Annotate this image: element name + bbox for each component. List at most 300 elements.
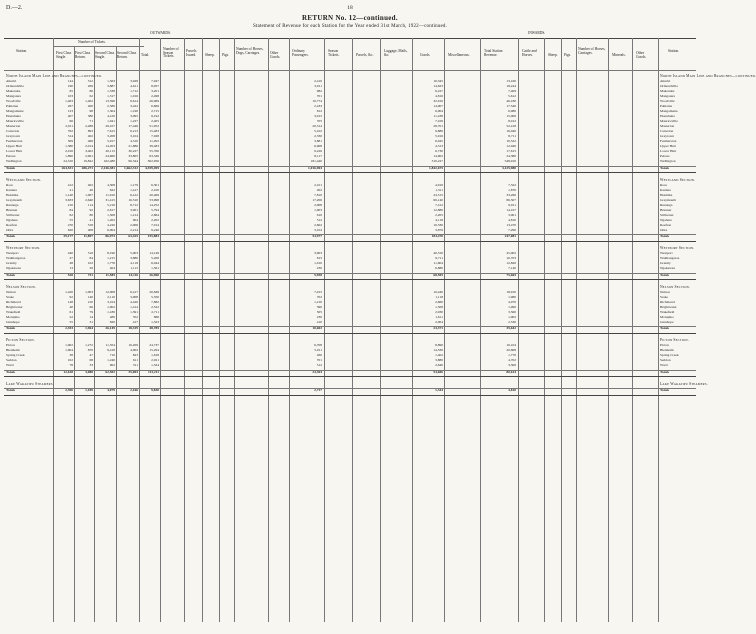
cell-rev_tot: 7,409: [508, 89, 516, 93]
cell-fr: 41: [89, 217, 93, 222]
station-name: Ahuriri: [6, 79, 17, 83]
cell-rev: 1,016,904: [308, 165, 322, 170]
table-row: [0, 311, 700, 315]
station-name: Blenheim: [660, 348, 674, 352]
cell-rev_tot: 17,615: [506, 149, 516, 153]
station-name: Westport: [660, 251, 673, 255]
station-name: Kaniere: [660, 187, 672, 192]
cell-ss: 5,216: [107, 202, 115, 207]
cell-ss: 480: [109, 314, 115, 319]
cell-rev: 2,183: [314, 104, 322, 108]
table-row: [0, 160, 700, 164]
station-name: Stoke: [6, 294, 14, 299]
cell-fr: 893: [87, 129, 93, 133]
cell-rev_tot: 33,260: [506, 192, 516, 197]
cell-rev_tot: 1,770: [508, 353, 516, 357]
cell-fr: 2,014: [85, 144, 93, 148]
cell-rev: 3,903: [314, 251, 322, 255]
cell-fr: 98: [89, 109, 93, 113]
cell-sr: 18,319: [128, 326, 138, 330]
cell-ss: 2,146,381: [101, 165, 115, 170]
cell-tot: 3,201: [151, 89, 159, 93]
cell-goods: 11,438: [433, 114, 443, 118]
cell-goods: 7,106: [435, 119, 443, 123]
cell-fr: 1,272: [85, 343, 93, 347]
cell-sr: 4,310: [130, 139, 138, 143]
cell-rev_tot: 4,070: [508, 299, 516, 304]
station-name: Seddon: [6, 358, 17, 362]
total-rule: [4, 172, 696, 173]
cell-tot: 2,202: [151, 217, 159, 222]
cell-fs: 1,140: [65, 192, 73, 197]
cell-rev_tot: 2,530: [508, 319, 516, 324]
col-sheep: Sheep.: [205, 53, 215, 57]
cell-goods: 1,311: [435, 187, 443, 192]
cell-fs: 2,396: [65, 388, 73, 392]
cell-rev_tot: 86,507: [506, 197, 516, 202]
cell-rev: 2,330: [314, 134, 322, 138]
cell-sr: 2,166: [130, 388, 138, 392]
cell-goods: 6,004: [435, 109, 443, 113]
cell-goods: 1,508: [435, 304, 443, 309]
col-season-tickets: Season Tickets.: [328, 49, 340, 57]
cell-sr: 6,213: [130, 129, 138, 133]
station-name: Totals: [660, 272, 670, 277]
cell-ss: 4,079: [107, 388, 115, 392]
station-name: Greytown: [6, 134, 20, 138]
cell-goods: 184,470: [431, 234, 443, 238]
cell-ss: 1,317: [107, 94, 115, 98]
cell-rev_tot: 24,380: [506, 154, 516, 158]
table-row: [0, 252, 700, 256]
cell-goods: 12,880: [433, 207, 443, 212]
cell-tot: 55,760: [149, 149, 159, 153]
cell-rev_tot: 35,642: [506, 326, 516, 330]
station-name: Mauriceville: [660, 119, 678, 123]
cell-goods: 5,916: [435, 134, 443, 138]
cell-fs: 3,633: [65, 197, 73, 202]
cell-sr: 9,614: [130, 99, 138, 103]
cell-goods: 9,711: [435, 256, 443, 260]
cell-ss: 404: [109, 266, 115, 270]
cell-fs: 24,310: [63, 159, 73, 163]
col-station: Station.: [16, 49, 28, 53]
col-ticket-group: Number of Tickets.: [78, 40, 106, 44]
station-name: Nelson: [660, 289, 670, 294]
cell-sr: 6,417: [130, 289, 138, 294]
cell-tot: 113,211: [148, 369, 159, 374]
cell-rev_tot: 10,703: [506, 256, 516, 260]
cell-rev_tot: 52,418: [506, 124, 516, 128]
cell-sr: 1,016: [130, 94, 138, 98]
cell-tot: 1,324: [151, 363, 159, 367]
station-name: Mangatera: [660, 94, 675, 98]
cell-fr: 86: [89, 89, 93, 93]
table-row: [0, 130, 700, 134]
cell-fs: 1,890: [65, 154, 73, 158]
cell-sr: 3,422: [130, 104, 138, 108]
col-horses: Number of Horses, Dogs, Carriages.: [236, 47, 264, 55]
cell-fr: 210: [87, 299, 93, 304]
station-name: Eketahuna: [6, 114, 21, 118]
cell-ss: 8,190: [107, 251, 115, 255]
cell-rev: 260: [316, 353, 322, 357]
station-name: Runanga: [6, 202, 19, 207]
total-rule: [4, 279, 696, 280]
cell-ss: 1,304: [107, 109, 115, 113]
cell-sr: 1,414: [130, 304, 138, 309]
cell-goods: 14,330: [433, 348, 443, 352]
cell-rev: 701: [316, 94, 322, 98]
cell-rev: 1,010: [314, 261, 322, 265]
cell-rev: 9,226: [314, 149, 322, 153]
cell-rev: 230: [316, 314, 322, 319]
cell-goods: 10,330: [433, 222, 443, 227]
station-name: Ross: [660, 182, 667, 187]
cell-rev: 181,440: [310, 159, 322, 163]
cell-goods: 40,310: [433, 251, 443, 255]
cell-rev_tot: 9,911: [508, 202, 516, 207]
cell-fr: 33: [89, 363, 93, 367]
cell-rev_tot: 13,470: [506, 222, 516, 227]
col-first-single: First Class Single.: [56, 51, 72, 59]
cell-rev: 705: [316, 119, 322, 123]
cell-fs: 1,902: [65, 343, 73, 347]
col-station-right: Station.: [668, 49, 680, 53]
cell-ss: 4,308: [107, 182, 115, 187]
cell-fr: 2,640: [85, 197, 93, 202]
cell-rev_tot: 15,006: [506, 114, 516, 118]
col-cattle-in: Cattle and Horses.: [522, 49, 537, 57]
station-name: Pahiatua: [660, 104, 673, 108]
cell-fs: 148: [67, 299, 73, 304]
station-name: Motupiko: [6, 314, 20, 319]
section-total-row: [0, 274, 700, 278]
cell-tot: 155,883: [147, 234, 159, 238]
cell-fr: 140: [87, 294, 93, 299]
cell-sr: 1,190: [130, 109, 138, 113]
cell-sr: 4,118: [130, 261, 138, 265]
cell-rev: 6,908: [314, 144, 322, 148]
cell-rev: 20,314: [312, 124, 322, 128]
col-ordinary-passengers: Ordinary Passengers.: [292, 49, 309, 57]
cell-tot: 26,960: [149, 272, 159, 277]
station-name: Ormondville: [6, 84, 24, 88]
cell-tot: 868: [153, 314, 159, 319]
cell-tot: 11,202: [149, 139, 159, 143]
cell-fr: 14: [89, 314, 93, 319]
cell-fs: 66: [69, 119, 73, 123]
cell-ss: 710: [109, 353, 115, 357]
station-name: Runanga: [660, 202, 673, 207]
col-sheep-in: Sheep.: [548, 53, 558, 57]
cell-rev_tot: 13,160: [506, 79, 516, 83]
table-row: [0, 80, 700, 84]
col-minerals: Minerals.: [612, 53, 626, 57]
cell-sr: 1,391: [130, 309, 138, 314]
outwards-label: OUTWARDS.: [150, 31, 171, 35]
cell-fr: 29: [89, 266, 93, 270]
cell-ss: 11,354: [105, 343, 115, 347]
cell-goods: 1,611: [435, 314, 443, 319]
inwards-label: INWARDS.: [528, 31, 546, 35]
cell-sr: 17,446: [128, 124, 138, 128]
cell-tot: 51,952: [149, 124, 159, 128]
cell-rev_tot: 17,540: [506, 104, 516, 108]
station-name: Wakefield: [660, 309, 675, 314]
cell-rev_tot: 20,608: [506, 348, 516, 352]
cell-tot: 53,998: [149, 197, 159, 202]
section-heading-right: Westland Section.: [660, 177, 696, 182]
table-row: [0, 224, 700, 228]
cell-tot: 5,350: [151, 294, 159, 299]
table-row: [0, 90, 700, 94]
station-name: Granity: [660, 261, 671, 265]
cell-goods: 8,890: [435, 343, 443, 347]
cell-fr: 380: [87, 114, 93, 118]
tickets-group-rule: [54, 46, 144, 47]
cell-rev_tot: 1,870: [508, 187, 516, 192]
cell-tot: 4,359,495: [145, 165, 159, 170]
cell-fr: 1,007: [85, 192, 93, 197]
cell-sr: 1,417: [130, 187, 138, 192]
cell-goods: 68,505: [433, 272, 443, 277]
cell-fr: 79: [89, 309, 93, 314]
cell-fs: 78: [69, 363, 73, 367]
table-row: [0, 209, 700, 213]
cell-goods: 66,140: [433, 197, 443, 202]
station-name: Stoke: [660, 294, 668, 299]
cell-sr: 1,214: [130, 212, 138, 217]
cell-rev: 230: [316, 266, 322, 270]
cell-ss: 1,041: [107, 119, 115, 123]
cell-fs: 55: [69, 217, 73, 222]
col-miscellaneous: Miscellaneous.: [448, 53, 470, 57]
col-other-goods: Other Goods.: [270, 51, 281, 59]
cell-fs: 470: [67, 222, 73, 227]
col-pigs-in: Pigs.: [564, 53, 572, 57]
cell-fs: 61: [69, 309, 73, 314]
cell-goods: 3,880: [435, 358, 443, 362]
cell-goods: 3,876: [435, 227, 443, 232]
station-name: Makotuku: [660, 89, 675, 93]
station-name: Totals: [6, 234, 16, 238]
cell-ss: 29,107: [105, 124, 115, 128]
cell-fs: 2,016: [65, 149, 73, 153]
section-total-row: [0, 327, 700, 331]
cell-rev_tot: 8,711: [508, 134, 516, 138]
cell-sr: 2,006: [130, 222, 138, 227]
cell-ss: 162,480: [103, 159, 115, 163]
cell-fs: 55: [69, 319, 73, 324]
col-horses-in: Number of Horses, Carriages.: [578, 47, 606, 55]
station-name: Pahiatua: [6, 104, 19, 108]
col-luggage: Luggage, Mails, &c.: [384, 49, 408, 57]
cell-fr: 71: [89, 119, 93, 123]
cell-fs: 762: [67, 129, 73, 133]
station-name: Lower Hutt: [660, 149, 677, 153]
cell-sr: 904: [132, 217, 138, 222]
station-name: Featherston: [6, 139, 23, 143]
cell-fr: 312: [87, 79, 93, 83]
cell-fs: 40: [69, 304, 73, 309]
cell-sr: 6,412: [130, 192, 138, 197]
section-total-row: [0, 389, 700, 393]
cell-sr: 1,227: [130, 119, 138, 123]
cell-sr: 1,662,312: [124, 165, 138, 170]
cell-sr: 1,712: [130, 89, 138, 93]
cell-rev_tot: 46,180: [506, 99, 516, 103]
cell-rev_tot: 3,306: [508, 363, 516, 367]
cell-rev: 982: [316, 89, 322, 93]
cell-sr: 21,886: [128, 144, 138, 148]
cell-rev_tot: 12,040: [506, 144, 516, 148]
cell-rev: 410: [316, 319, 322, 324]
cell-sr: 33,805: [128, 154, 138, 158]
cell-goods: 14,907: [433, 104, 443, 108]
table-row: [0, 105, 700, 109]
cell-tot: 7,947: [151, 79, 159, 83]
cell-tot: 14,149: [149, 251, 159, 255]
cell-fs: 84: [69, 207, 73, 212]
cell-fr: 269: [87, 84, 93, 88]
cell-fs: 12,618: [63, 369, 73, 374]
cell-sr: 4,611: [130, 84, 138, 88]
cell-rev_tot: 8,012: [508, 119, 516, 123]
cell-tot: 9,830: [151, 388, 159, 392]
cell-goods: 4,313: [435, 144, 443, 148]
cell-fr: 66: [89, 304, 93, 309]
cell-tot: 15,294: [149, 348, 159, 352]
cell-fr: 80: [89, 212, 93, 217]
station-name: Masterton: [660, 124, 675, 128]
cell-sr: 5,003: [130, 251, 138, 255]
table-row: [0, 306, 700, 310]
cell-rev_tot: 3,125,980: [502, 165, 516, 170]
cell-fr: 19,822: [83, 159, 93, 163]
total-rule: [4, 241, 696, 242]
cell-ss: 11,585: [105, 272, 115, 277]
cell-rev: 10,774: [312, 99, 322, 103]
cell-ss: 11,910: [105, 192, 115, 197]
station-name: Petone: [6, 154, 16, 158]
page-title: RETURN No. 12—continued.: [302, 14, 398, 22]
cell-tot: 6,301: [151, 182, 159, 187]
station-name: Nelson: [6, 289, 16, 294]
cell-tot: 20,469: [149, 192, 159, 197]
cell-ss: 4,410: [107, 114, 115, 118]
cell-goods: 2,660: [435, 299, 443, 304]
cell-fr: 408: [87, 227, 93, 232]
cell-goods: 2,640: [435, 363, 443, 367]
cell-ss: 1,002: [107, 304, 115, 309]
cell-fs: 1,420: [65, 289, 73, 294]
cell-goods: 9,880: [435, 129, 443, 133]
cell-rev: 505: [316, 309, 322, 314]
table-row: [0, 184, 700, 188]
cell-rev_tot: 75,665: [506, 272, 516, 277]
station-name: Wellington: [6, 159, 22, 163]
cell-tot: 7,014: [151, 222, 159, 227]
table-row: [0, 100, 700, 104]
cell-tot: 302,956: [147, 159, 159, 163]
cell-fs: 509: [67, 139, 73, 143]
cell-sr: 311: [132, 363, 138, 367]
cell-goods: 1,842,675: [429, 165, 443, 170]
station-name: Richmond: [660, 299, 675, 304]
station-name: Spring Creek: [6, 353, 25, 357]
cell-goods: 1,118: [435, 294, 443, 299]
cell-fr: 1,189: [85, 388, 93, 392]
section-heading-right: Westport Section.: [660, 246, 695, 250]
cell-sr: 3,880: [130, 256, 138, 260]
table-row: [0, 301, 700, 305]
cell-ss: 13,590: [105, 99, 115, 103]
station-name: Ross: [6, 182, 13, 187]
cell-ss: 24,660: [105, 154, 115, 158]
col-goods: Goods.: [420, 53, 431, 57]
cell-tot: 20,848: [149, 289, 159, 294]
cell-rev: 390: [316, 304, 322, 309]
table-row: [0, 229, 700, 233]
cell-rev: 5,011: [314, 348, 322, 352]
cell-fs: 2,911: [65, 124, 73, 128]
cell-sr: 3,001: [130, 207, 138, 212]
cell-rev: 815: [316, 256, 322, 260]
cell-sr: 2,214: [130, 227, 138, 232]
cell-goods: 28,701: [433, 124, 443, 128]
cell-rev: 702: [316, 294, 322, 299]
cell-ss: 86,973: [105, 234, 115, 238]
station-name: Reefton: [660, 222, 672, 227]
table-row: [0, 145, 700, 149]
cell-tot: 2,100: [151, 187, 159, 192]
cell-fr: 31: [89, 319, 93, 324]
cell-goods: 23,371: [433, 326, 443, 330]
cell-tot: 1,323: [151, 319, 159, 324]
cell-rev: 24,304: [312, 369, 322, 374]
section-total-row: [0, 371, 700, 375]
cell-tot: 24,737: [149, 343, 159, 347]
station-name: Ormondville: [660, 84, 678, 88]
cell-rev_tot: 45,002: [506, 251, 516, 255]
cell-fs: 412: [67, 182, 73, 187]
station-name: Totals: [6, 369, 16, 374]
station-name: Ward: [6, 363, 14, 367]
station-name: Greymouth: [6, 197, 22, 202]
cell-fs: 620: [67, 227, 73, 232]
cell-sr: 611: [132, 358, 138, 362]
cell-tot: 1,618: [151, 353, 159, 357]
cell-fs: 407: [67, 114, 73, 118]
station-name: Brightwater: [660, 304, 677, 309]
cell-fs: 190: [67, 84, 73, 88]
cell-fr: 1,003: [85, 289, 93, 294]
cell-sr: 30,227: [128, 149, 138, 153]
cell-fs: 123: [67, 109, 73, 113]
table-row: [0, 316, 700, 320]
table-row: [0, 291, 700, 295]
station-name: Motupiko: [660, 314, 674, 319]
col-season: Number of Season Tickets.: [163, 47, 179, 59]
cell-sr: 16,310: [128, 197, 138, 202]
station-name: Totals: [6, 272, 16, 277]
cell-ss: 1,776: [107, 261, 115, 265]
cell-goods: 6,880: [435, 266, 443, 270]
table-row: [0, 296, 700, 300]
section-heading: Picton Section.: [6, 338, 35, 342]
cell-rev_tot: 18,910: [506, 289, 516, 294]
